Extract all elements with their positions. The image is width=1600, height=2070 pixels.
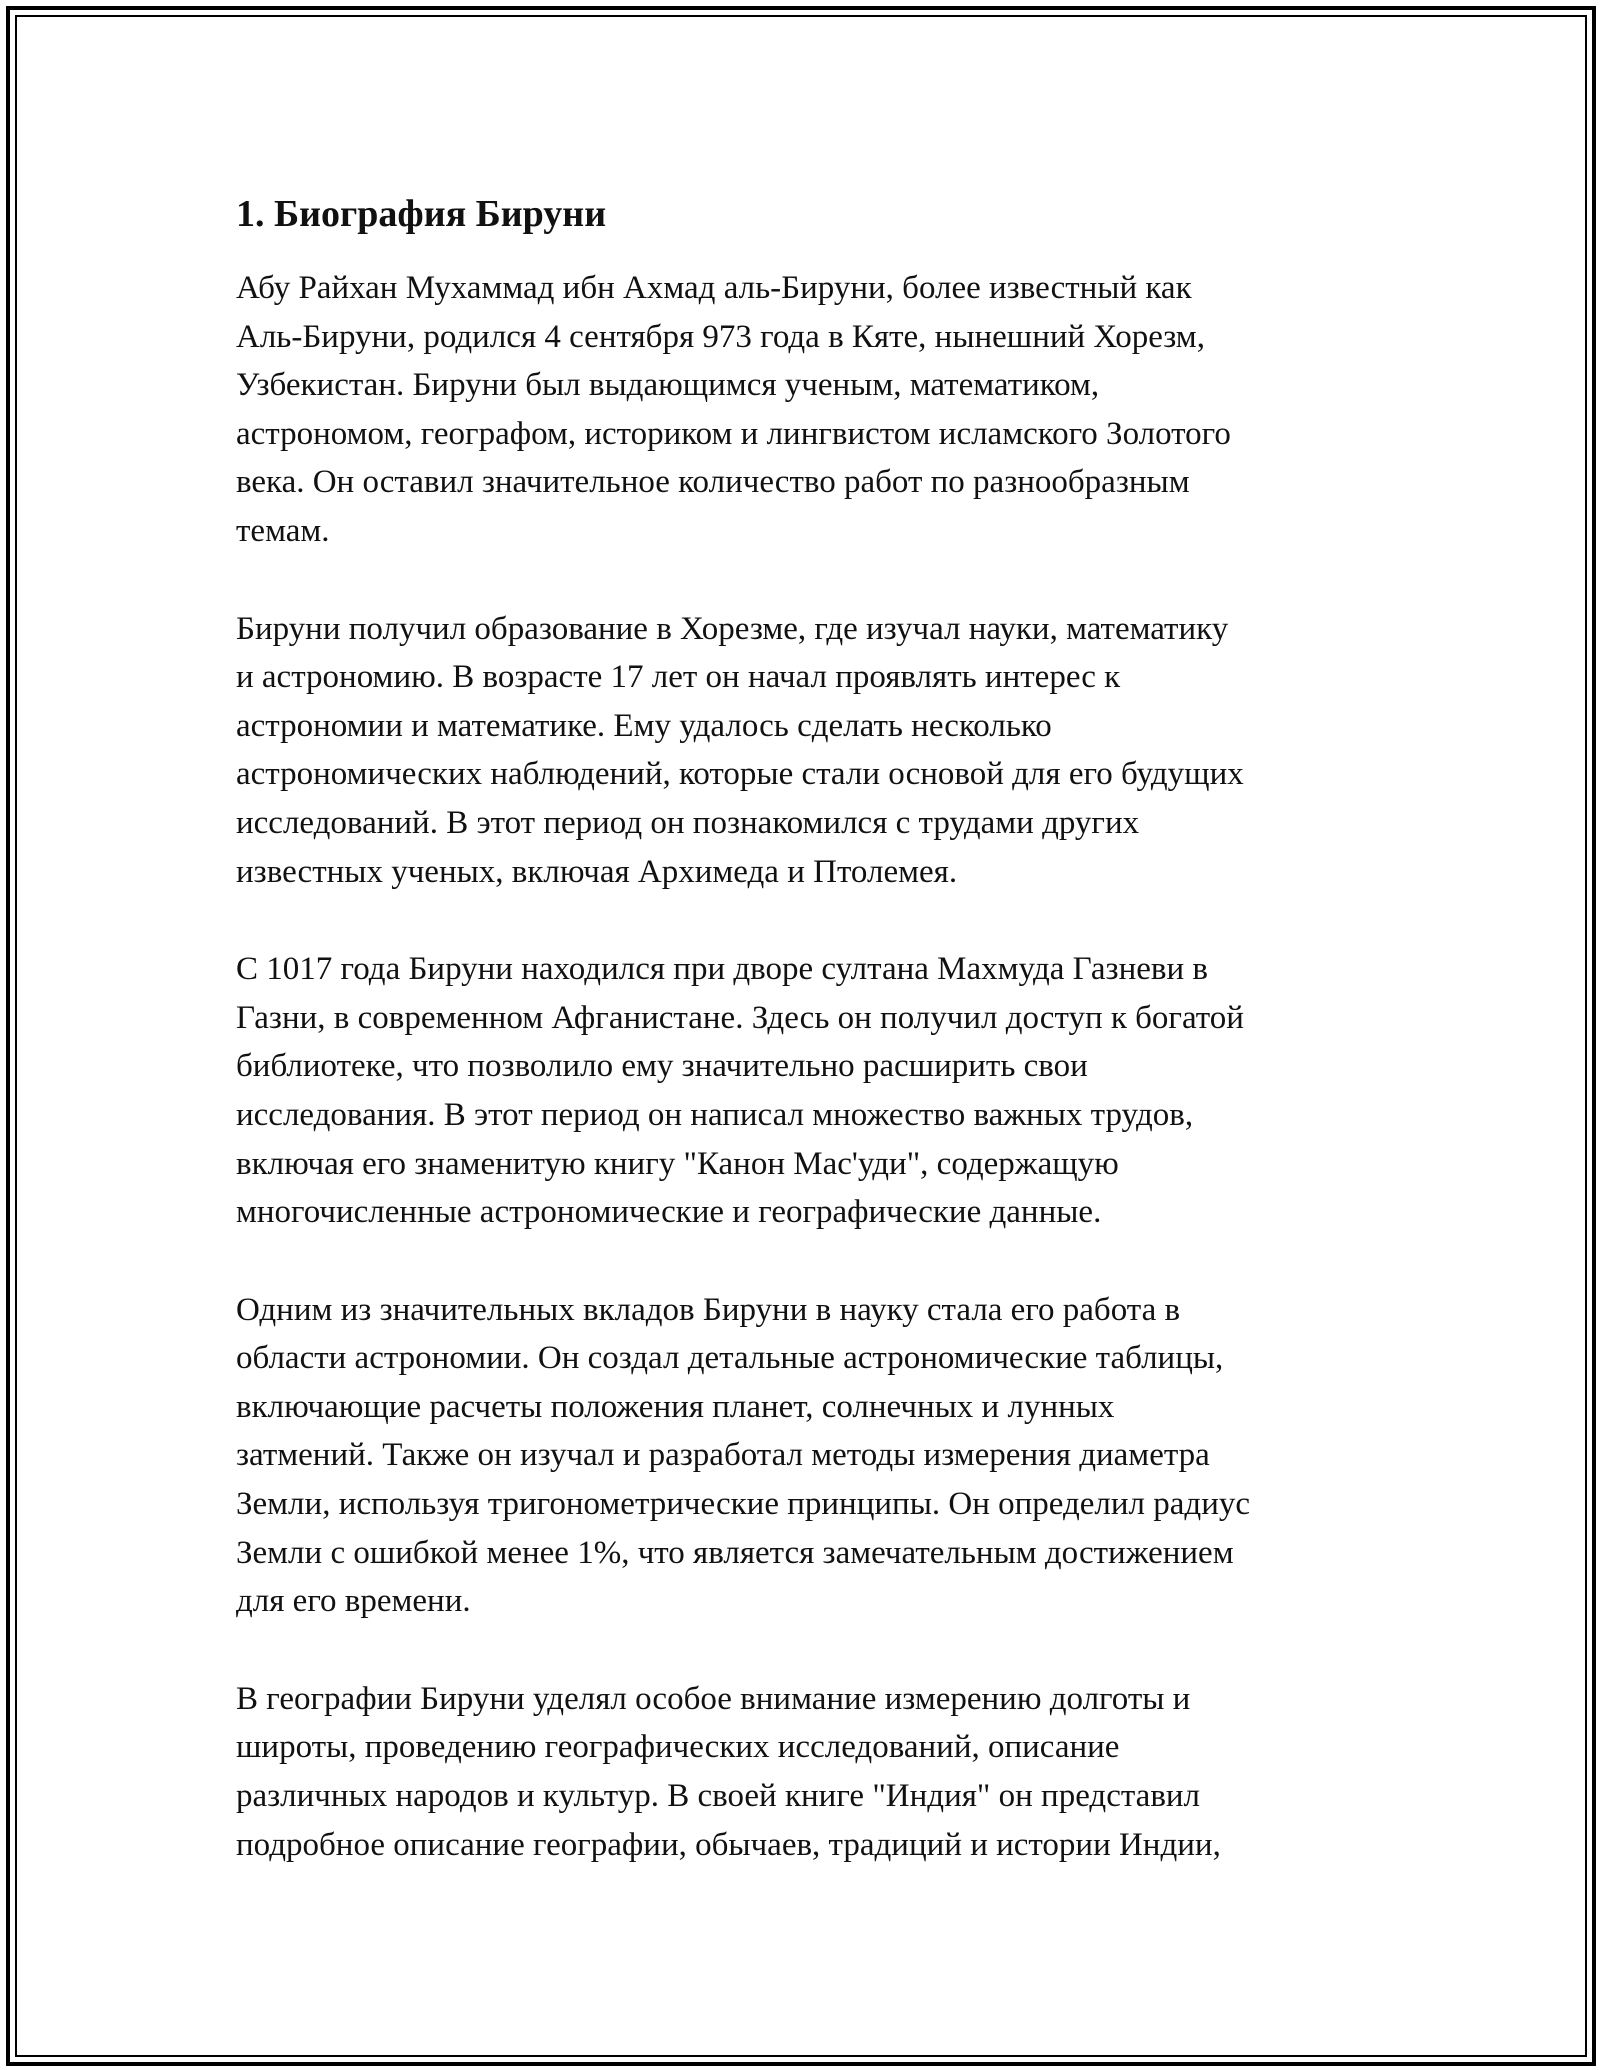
paragraph-5 (236, 1675, 1376, 1869)
paragraph-line: области астрономии. Он создал детальные астрономические таблицы, (236, 1340, 1224, 1377)
paragraph-line: Газни, в современном Афганистане. Здесь он получил доступ к богатой (236, 999, 1244, 1036)
paragraph-4 (236, 1286, 1376, 1626)
paragraph-1 (236, 264, 1376, 556)
paragraph-line: и астрономию. В возрасте 17 лет он начал проявлять интерес к (236, 659, 1121, 696)
paragraph-line: Одним из значительных вкладов Бируни в науку стала его работа в (236, 1291, 1181, 1328)
paragraph-line: исследования. В этот период он написал множество важных трудов, (236, 1096, 1194, 1133)
paragraph-line: темам. (236, 512, 330, 549)
paragraph-line: Абу Райхан Мухаммад ибн Ахмад аль-Бируни, более известный как (236, 270, 1192, 306)
paragraph-line: астрономом, географом, историком и лингвистом исламского Золотого (236, 415, 1231, 452)
paragraph-line: включающие расчеты положения планет, солнечных и лунных (236, 1388, 1115, 1425)
paragraph-line: Узбекистан. Бируни был выдающимся ученым, математиком, (236, 367, 1100, 404)
paragraph-line: Аль-Бируни, родился 4 сентября 973 года в Кяте, нынешний Хорезм, (236, 318, 1205, 355)
paragraph-line: подробное описание географии, обычаев, традиций и истории Индии, (236, 1826, 1221, 1863)
paragraph-line: астрономических наблюдений, которые стали основой для его будущих (236, 756, 1244, 793)
paragraph-line: Земли, используя тригонометрические принципы. Он определил радиус (236, 1486, 1251, 1523)
paragraph-line: для его времени. (236, 1583, 471, 1620)
paragraph-line: затмений. Также он изучал и разработал методы измерения диаметра (236, 1437, 1210, 1474)
paragraph-line: Земли с ошибкой менее 1%, что является замечательным достижением (236, 1534, 1234, 1571)
paragraph-line: известных ученых, включая Архимеда и Птолемея. (236, 853, 958, 890)
paragraph-line: библиотеке, что позволило ему значительно расширить свои (236, 1048, 1088, 1085)
paragraph-line: исследований. В этот период он познакомился с трудами других (236, 804, 1140, 841)
paragraph-line: многочисленные астрономические и географические данные. (236, 1194, 1102, 1231)
paragraph-line: различных народов и культур. В своей книге "Индия" он представил (236, 1778, 1201, 1815)
paragraph-2 (236, 605, 1376, 897)
document-body (236, 186, 1376, 1918)
paragraph-line: широты, проведению географических исследований, описание (236, 1729, 1120, 1766)
paragraph-line: астрономии и математике. Ему удалось сделать несколько (236, 707, 1052, 744)
paragraph-line: включая его знаменитую книгу "Канон Мас'уди", содержащую (236, 1145, 1119, 1182)
paragraph-line: Бируни получил образование в Хорезме, где изучал науки, математику (236, 610, 1229, 647)
paragraph-3 (236, 945, 1376, 1237)
paragraph-line: века. Он оставил значительное количество работ по разнообразным (236, 464, 1190, 501)
paragraph-line: В географии Бируни уделял особое внимание измерению долготы и (236, 1680, 1191, 1717)
paragraph-line: С 1017 года Бируни находился при дворе султана Махмуда Газневи в (236, 951, 1208, 988)
section-title: 1. Биография Бируни (236, 193, 607, 235)
